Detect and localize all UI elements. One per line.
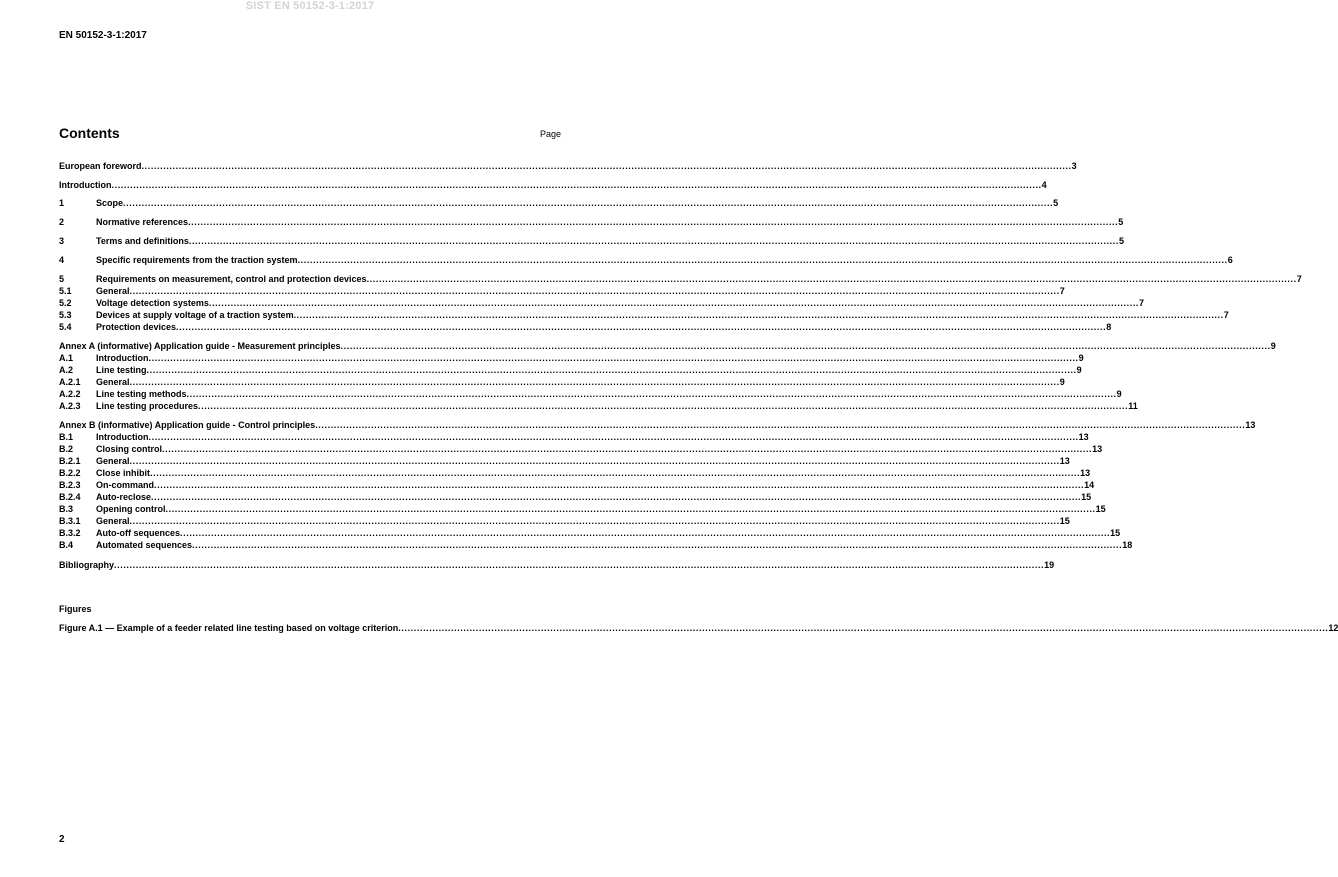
toc-leader: ............................................................................................................................................................................................................................................................................................................	[114, 560, 1045, 570]
toc-entry[interactable]	[59, 160, 1077, 172]
toc-entry-title: Automated sequences	[96, 540, 193, 550]
toc-entry[interactable]	[59, 197, 1059, 209]
toc-entry[interactable]	[59, 479, 1095, 491]
document-id: EN 50152-3-1:2017	[59, 30, 147, 41]
toc-entry[interactable]	[59, 388, 1122, 400]
toc-leader: ............................................................................................................................................................................................................................................................................................................	[208, 298, 1140, 308]
toc-leader: ............................................................................................................................................................................................................................................................................................................	[315, 420, 1246, 430]
toc-entry-number: A.2	[59, 365, 74, 375]
toc-entry-title: Closing control	[96, 444, 162, 454]
toc-leader: ............................................................................................................................................................................................................................................................................................................	[150, 468, 1081, 478]
toc-entry[interactable]	[59, 443, 1103, 455]
toc-entry-number: B.2	[59, 444, 74, 454]
toc-entry-title: General	[96, 286, 130, 296]
toc-leader: ............................................................................................................................................................................................................................................................................................................	[129, 516, 1060, 526]
toc-entry-page: 4	[1041, 180, 1047, 190]
toc-entry[interactable]	[59, 321, 1112, 333]
toc-entry-title: Devices at supply voltage of a traction system	[96, 310, 294, 320]
toc-entry[interactable]	[59, 179, 1047, 191]
toc-leader: ............................................................................................................................................................................................................................................................................................................	[129, 456, 1060, 466]
toc-entry-number: B.2.2	[59, 468, 81, 478]
figure-entry-page: 12	[1328, 623, 1338, 633]
toc-entry-page: 15	[1081, 492, 1092, 502]
toc-leader: ............................................................................................................................................................................................................................................................................................................	[148, 432, 1079, 442]
toc-entry-page: 14	[1084, 480, 1095, 490]
toc-entry-title: Auto-reclose	[96, 492, 152, 502]
toc-entry-number: B.2.4	[59, 492, 81, 502]
toc-entry-page: 3	[1071, 161, 1077, 171]
toc-entry-page: 5	[1118, 217, 1124, 227]
toc-entry[interactable]	[59, 352, 1084, 364]
watermark: SIST EN 50152-3-1:2017	[245, 0, 375, 12]
toc-entry-page: 13	[1080, 468, 1091, 478]
toc-entry-title: Auto-off sequences	[96, 528, 181, 538]
toc-leader: ............................................................................................................................................................................................................................................................................................................	[162, 444, 1093, 454]
toc-entry-number: 5.1	[59, 286, 72, 296]
toc-entry-number: 1	[59, 198, 65, 208]
toc-entry[interactable]	[59, 559, 1055, 571]
toc-entry[interactable]	[59, 455, 1070, 467]
toc-entry-title: Normative references	[96, 217, 189, 227]
toc-entry[interactable]	[59, 539, 1133, 551]
toc-entry-number: B.2.1	[59, 456, 81, 466]
toc-leader: ............................................................................................................................................................................................................................................................................................................	[151, 492, 1082, 502]
toc-entry-page: 5	[1053, 198, 1059, 208]
toc-entry-title: Bibliography	[59, 560, 115, 570]
toc-entry-page: 15	[1059, 516, 1070, 526]
toc-entry-title: Requirements on measurement, control and protection devices	[96, 274, 367, 284]
toc-entry-page: 9	[1059, 377, 1065, 387]
toc-entry-number: B.3.1	[59, 516, 81, 526]
toc-entry-page: 13	[1078, 432, 1089, 442]
toc-entry-title: Specific requirements from the traction system	[96, 255, 298, 265]
toc-entry[interactable]	[59, 297, 1145, 309]
toc-leader: ............................................................................................................................................................................................................................................................................................................	[366, 274, 1297, 284]
page-column-label: Page	[539, 129, 561, 139]
toc-leader: ............................................................................................................................................................................................................................................................................................................	[180, 528, 1111, 538]
toc-entry-page: 19	[1044, 560, 1055, 570]
figure-entry-title: Figure A.1 — Example of a feeder related line testing based on voltage criterion	[59, 623, 399, 633]
toc-entry-page: 13	[1059, 456, 1070, 466]
toc-entry[interactable]	[59, 431, 1089, 443]
toc-entry-number: B.3.2	[59, 528, 81, 538]
toc-leader: ............................................................................................................................................................................................................................................................................................................	[165, 504, 1096, 514]
toc-entry-page: 9	[1116, 389, 1122, 399]
toc-entry-title: General	[96, 456, 130, 466]
toc-entry-title: Voltage detection systems	[96, 298, 209, 308]
contents-header	[59, 125, 561, 143]
toc-entry-page: 7	[1223, 310, 1229, 320]
toc-entry-number: 4	[59, 255, 65, 265]
toc-entry-number: B.4	[59, 540, 74, 550]
toc-leader: ............................................................................................................................................................................................................................................................................................................	[146, 365, 1077, 375]
toc-entry-page: 7	[1059, 286, 1065, 296]
toc-leader: ............................................................................................................................................................................................................................................................................................................	[154, 480, 1085, 490]
toc-entry-number: 2	[59, 217, 65, 227]
toc-entry-number: A.2.3	[59, 401, 81, 411]
toc-entry-title: Annex A (informative) Application guide - Measurement principles	[59, 341, 341, 351]
toc-entry-title: General	[96, 516, 130, 526]
toc-entry-page: 9	[1270, 341, 1276, 351]
toc-entry-page: 13	[1245, 420, 1256, 430]
toc-entry-number: 5	[59, 274, 65, 284]
toc-entry[interactable]	[59, 254, 1233, 266]
toc-leader: ............................................................................................................................................................................................................................................................................................................	[123, 198, 1054, 208]
toc-entry-title: Scope	[96, 198, 124, 208]
toc-leader: ............................................................................................................................................................................................................................................................................................................	[141, 161, 1072, 171]
toc-entry-page: 15	[1110, 528, 1121, 538]
toc-leader: ............................................................................................................................................................................................................................................................................................................	[340, 341, 1271, 351]
toc-entry[interactable]	[59, 235, 1125, 247]
toc-entry[interactable]	[59, 273, 1302, 285]
toc-leader: ............................................................................................................................................................................................................................................................................................................	[129, 286, 1060, 296]
toc-entry-number: B.2.3	[59, 480, 81, 490]
toc-entry-title: Line testing procedures	[96, 401, 199, 411]
toc-entry-title: Annex B (informative) Application guide - Control principles	[59, 420, 316, 430]
toc-leader: ............................................................................................................................................................................................................................................................................................................	[297, 255, 1228, 265]
toc-entry-page: 6	[1227, 255, 1233, 265]
toc-entry-title: General	[96, 377, 130, 387]
toc-entry-title: Line testing	[96, 365, 147, 375]
toc-entry-page: 7	[1296, 274, 1302, 284]
toc-entry[interactable]	[59, 376, 1065, 388]
toc-entry-number: A.2.2	[59, 389, 81, 399]
toc-entry-title: Introduction	[59, 180, 112, 190]
toc-leader: ............................................................................................................................................................................................................................................................................................................	[186, 389, 1117, 399]
toc-leader: ............................................................................................................................................................................................................................................................................................................	[176, 322, 1107, 332]
toc-entry-page: 11	[1128, 401, 1138, 411]
toc-entry-number: A.1	[59, 353, 74, 363]
toc-entry[interactable]	[59, 400, 1138, 412]
toc-entry-title: European foreword	[59, 161, 142, 171]
toc-entry-number: B.3	[59, 504, 74, 514]
toc-entry[interactable]	[59, 285, 1065, 297]
toc-entry[interactable]	[59, 309, 1229, 321]
toc-entry-page: 5	[1119, 236, 1125, 246]
figures-heading: Figures	[59, 604, 92, 614]
toc-entry-page: 13	[1092, 444, 1103, 454]
toc-entry-title: On-command	[96, 480, 155, 490]
toc-leader: ............................................................................................................................................................................................................................................................................................................	[129, 377, 1060, 387]
toc-entry[interactable]	[59, 467, 1091, 479]
toc-leader: ............................................................................................................................................................................................................................................................................................................	[148, 353, 1079, 363]
toc-entry-title: Introduction	[96, 353, 149, 363]
toc-entry[interactable]	[59, 503, 1106, 515]
toc-entry[interactable]	[59, 216, 1124, 228]
toc-entry-page: 7	[1139, 298, 1145, 308]
toc-entry-number: 5.3	[59, 310, 72, 320]
toc-leader: ............................................................................................................................................................................................................................................................................................................	[188, 217, 1119, 227]
toc-entry-page: 15	[1095, 504, 1106, 514]
toc-entry-page: 9	[1078, 353, 1084, 363]
toc-leader: ............................................................................................................................................................................................................................................................................................................	[293, 310, 1224, 320]
toc-entry-title: Close inhibit	[96, 468, 150, 478]
toc-entry[interactable]	[59, 364, 1082, 376]
toc-leader: ............................................................................................................................................................................................................................................................................................................	[198, 401, 1129, 411]
toc-entry-title: Line testing methods	[96, 389, 187, 399]
figure-entry[interactable]	[59, 622, 1338, 634]
toc-leader: ............................................................................................................................................................................................................................................................................................................	[192, 540, 1123, 550]
toc-entry-title: Terms and definitions	[96, 236, 189, 246]
toc-entry-number: B.1	[59, 432, 74, 442]
toc-entry[interactable]	[59, 419, 1256, 431]
toc-entry-number: 5.2	[59, 298, 72, 308]
contents-title: Contents	[59, 125, 120, 141]
toc-entry[interactable]	[59, 515, 1070, 527]
toc-entry-title: Protection devices	[96, 322, 177, 332]
toc-entry-title: Introduction	[96, 432, 149, 442]
toc-entry-number: 5.4	[59, 322, 72, 332]
toc-entry[interactable]	[59, 340, 1276, 352]
toc-entry-title: Opening control	[96, 504, 166, 514]
toc-entry-page: 8	[1106, 322, 1112, 332]
toc-entry-number: A.2.1	[59, 377, 81, 387]
toc-leader: ............................................................................................................................................................................................................................................................................................................	[398, 623, 1329, 633]
toc-leader: ............................................................................................................................................................................................................................................................................................................	[188, 236, 1119, 246]
toc-entry-page: 18	[1122, 540, 1133, 550]
toc-entry[interactable]	[59, 527, 1121, 539]
toc-entry-page: 9	[1076, 365, 1082, 375]
toc-entry[interactable]	[59, 491, 1092, 503]
page-number: 2	[59, 834, 65, 845]
toc-entry-number: 3	[59, 236, 65, 246]
toc-leader: ............................................................................................................................................................................................................................................................................................................	[111, 180, 1042, 190]
